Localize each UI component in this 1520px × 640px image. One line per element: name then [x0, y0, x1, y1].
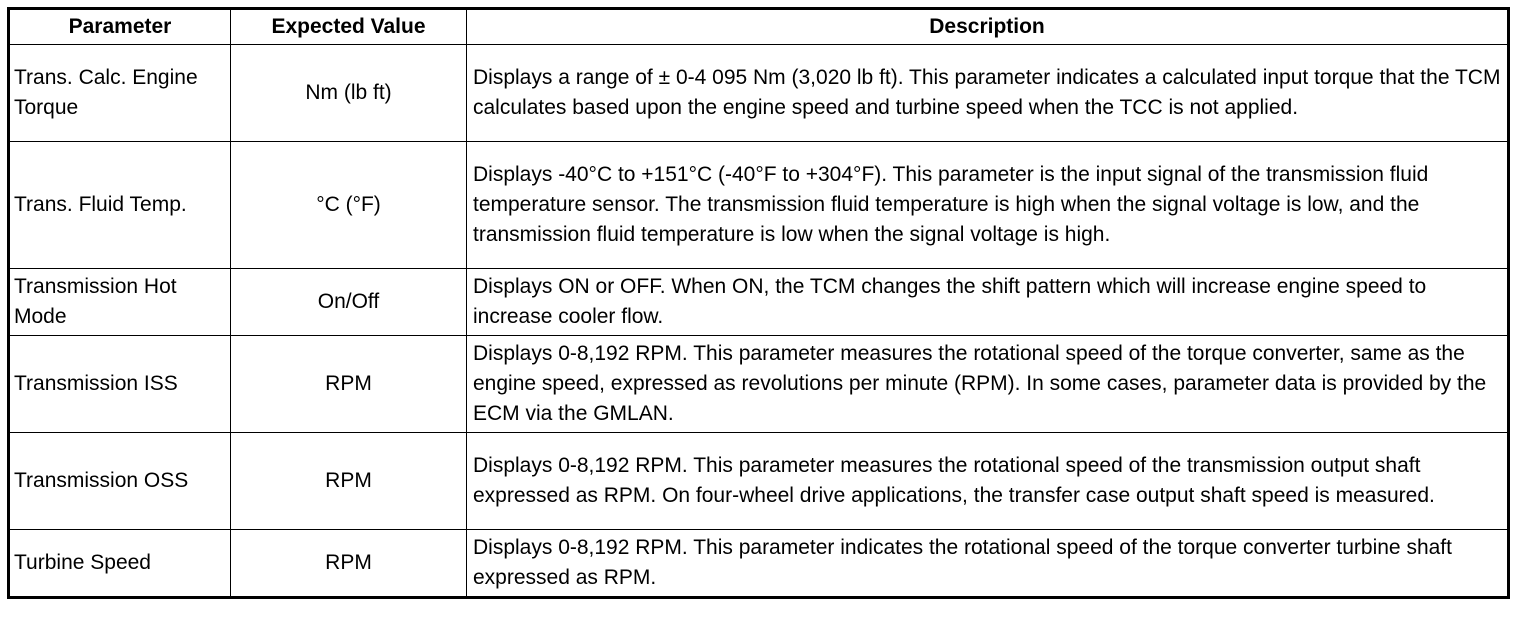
table-row — [9, 142, 1509, 269]
expected-value-cell: Nm (lb ft) — [231, 45, 467, 142]
table-row — [9, 269, 1509, 336]
expected-value-cell: RPM — [231, 433, 467, 530]
parameter-cell: Trans. Fluid Temp. — [9, 142, 231, 269]
parameter-cell: Transmission ISS — [9, 336, 231, 433]
table-row — [9, 45, 1509, 142]
expected-value-cell: On/Off — [231, 269, 467, 336]
parameter-cell: Transmission OSS — [9, 433, 231, 530]
table-row — [9, 336, 1509, 433]
parameter-cell: Transmission Hot Mode — [9, 269, 231, 336]
table-body — [9, 45, 1509, 598]
description-cell: Displays a range of ± 0-4 095 Nm (3,020 lb ft). This parameter indicates a calculated input torque that the TCM calculates based upon the engine speed and turbine speed when the TCC is not applied. — [467, 45, 1509, 142]
expected-value-cell: °C (°F) — [231, 142, 467, 269]
document-page — [7, 7, 1510, 599]
description-cell: Displays ON or OFF. When ON, the TCM changes the shift pattern which will increase engine speed to increase cooler flow. — [467, 269, 1509, 336]
description-cell: Displays 0-8,192 RPM. This parameter measures the rotational speed of the transmission output shaft expressed as RPM. On four-wheel drive applications, the transfer case output shaft speed is measured. — [467, 433, 1509, 530]
table-header — [9, 9, 1509, 45]
header-row — [9, 9, 1509, 45]
description-cell: Displays -40°C to +151°C (-40°F to +304°F). This parameter is the input signal of the transmission fluid temperature sensor. The transmission fluid temperature is high when the signal voltage is low, and the transmission fluid temperature is low when the signal voltage is high. — [467, 142, 1509, 269]
description-cell: Displays 0-8,192 RPM. This parameter indicates the rotational speed of the torque converter turbine shaft expressed as RPM. — [467, 530, 1509, 598]
table-row — [9, 433, 1509, 530]
parameter-table — [7, 7, 1510, 599]
header-description: Description — [467, 9, 1509, 45]
header-expected-value: Expected Value — [231, 9, 467, 45]
parameter-cell: Turbine Speed — [9, 530, 231, 598]
description-cell: Displays 0-8,192 RPM. This parameter measures the rotational speed of the torque converter, same as the engine speed, expressed as revolutions per minute (RPM). In some cases, parameter data is provided by the ECM via the GMLAN. — [467, 336, 1509, 433]
parameter-cell: Trans. Calc. Engine Torque — [9, 45, 231, 142]
header-parameter: Parameter — [9, 9, 231, 45]
expected-value-cell: RPM — [231, 336, 467, 433]
expected-value-cell: RPM — [231, 530, 467, 598]
table-row — [9, 530, 1509, 598]
